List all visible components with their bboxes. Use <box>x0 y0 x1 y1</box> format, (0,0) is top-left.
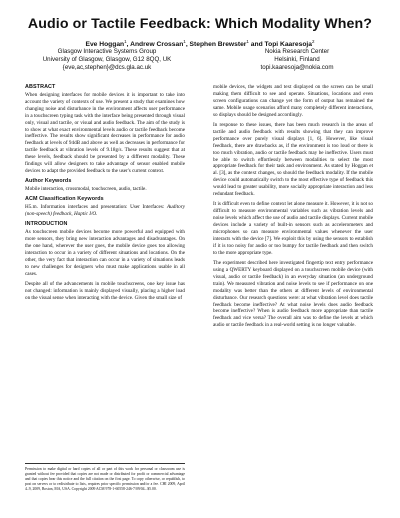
author-separator: , <box>185 41 190 49</box>
keywords-heading: Author Keywords <box>25 178 72 185</box>
acm-italic: Auditory (non-speech) feedback, Haptic I/O. <box>25 204 185 218</box>
author-name: Topi Kaaresoja <box>264 41 312 49</box>
body-paragraph-4: The experiment described here investigated fingertip text entry performance using a QWERTY keyboard displayed on a touchscreen mobile device (with visual, audio or tactile feedback) in an everyday situation (an underground train). We measured vibration and noise levels to see if performance on one modality was better than the others at different levels of environmental disturbance. Our research questions were: at what vibration level does tactile feedback become ineffective? At what noise levels does audio feedback become ineffective? When is audio feedback more appropriate than tactile feedback and vice versa? The overall aim was to define the levels at which audio or tactile feedback in a real-world setting is no longer valuable. <box>213 260 373 329</box>
affiliation-email: {eve,ac,stephen}@dcs.gla.ac.uk <box>62 63 152 71</box>
author-affiliation-mark: 1 <box>124 39 127 44</box>
author-list <box>0 39 400 48</box>
affiliation-glasgow <box>22 48 192 72</box>
paper-title: Audio or Tactile Feedback: Which Modality When? <box>27 16 373 32</box>
author-affiliation-mark: 1 <box>183 39 186 44</box>
author-name: Stephen Brewster <box>189 41 247 49</box>
affiliation-line: Glasgow Interactive Systems Group <box>57 48 157 55</box>
abstract-text: When designing interfaces for mobile devices it is important to take into account the variety of contexts of use. We present a study that examines how changing noise and disturbance in the environment affects user performance in a touchscreen typing task with the interface being presented through visual only, visual and tactile, or visual and audio feedback. The aim of the study is to show at what exact environmental levels audio or tactile feedback become ineffective. The results show significant decreases in performance for audio feedback at levels of 94dB and above as well as decreases in performance for tactile feedback at vibration levels of 9.18g/s. These results suggest that at these levels, feedback should be presented by a different modality. These findings will allow designers to take advantage of sensor enabled mobile devices to adapt the provided feedback to the user's current context. <box>25 91 185 175</box>
body-paragraph-1: mobile devices, the widgets and text displayed on the screen can be small making them difficult to see and operate. Situations, locations and even screen configurations can change yet the form of output has remained the same. Mobile usage scenarios afford many completely different interactions, so displays should be designed accordingly. <box>213 84 373 118</box>
author-separator: , <box>126 41 131 49</box>
affiliation-line: Nokia Research Center <box>264 48 330 55</box>
acm-plain: H5.m. Information interfaces and presentation: User Interfaces: <box>25 204 167 211</box>
left-column <box>25 84 185 305</box>
body-paragraph-3: It is difficult even to define context let alone measure it. However, it is not so difficult to measure environmental variables such as vibration levels and noise levels which affect the use of audio and tactile displays. Current mobile devices include a variety of built-in sensors such as accelerometers and microphones so can measure environmental values whenever the user interacts with the device [7]. We exploit this by using the sensors to establish if it is too noisy for audio or too bumpy for tactile feedback and then switch to the more appropriate type. <box>213 201 373 256</box>
keywords-text: Mobile interaction, crossmodal, touchscreen, audio, tactile. <box>25 186 147 193</box>
abstract-heading: ABSTRACT <box>25 84 56 90</box>
intro-paragraph-1: As touchscreen mobile devices become more powerful and equipped with more sensors, they bring new interaction advantages and disadvantages. On the one hand, wherever the user goes, the mobile device goes too allowing interaction to occur in a variety of different situations and locations. On the other, the very fact that interaction can occur in a variety of situations leads to new challenges for designers who must make applications usable in all cases. <box>25 229 185 277</box>
author-affiliation-mark: 1 <box>246 39 249 44</box>
author-name: Eve Hoggan <box>85 41 125 49</box>
affiliation-line: University of Glasgow, Glasgow, G12 8QQ, UK <box>42 55 172 63</box>
author-affiliation-mark: 2 <box>311 39 315 44</box>
affiliation-nokia <box>212 48 382 72</box>
acm-heading: ACM Classification Keywords <box>25 196 104 203</box>
author-separator: and <box>248 41 265 49</box>
right-column <box>213 84 373 333</box>
copyright-notice: Permission to make digital or hard copies of all or part of this work for personal or classroom use is granted without fee provided that copies are not made or distributed for profit or commercial advantage and that copies bear this notice and the full citation on the first page. To copy otherwise, or republish, to post on servers or to redistribute to lists, requires prior specific permission and/or a fee. CHI 2009, April 4–9, 2009, Boston, MA, USA. Copyright 2009 ACM 978-1-60558-246-7/09/04...$5.00. <box>25 463 185 492</box>
intro-paragraph-2: Despite all of the advancements in mobile touchscreens, one key issue has not changed: information is mainly displayed visually, placing a higher load on the visual sense when interacting with the device. Given the small size of <box>25 281 185 301</box>
intro-heading: INTRODUCTION <box>25 221 68 228</box>
affiliation-email: topi.kaaresoja@nokia.com <box>260 63 334 71</box>
author-name: Andrew Crossan <box>130 41 184 49</box>
acm-text <box>25 204 185 218</box>
body-paragraph-2: In response to these issues, there has been much research in the areas of tactile and audio feedback with results showing that they can improve performance over purely visual displays [1, 6]. However, like visual feedback, there are drawbacks as, if the environment is too loud or there is too much vibration, audio or tactile feedback may be ineffective. Users must be able to switch effortlessly between modalities to select the most appropriate feedback for their task and environment. As stated by Hoggan et al. [3], as the context changes, so should the feedback modality. If the mobile device could automatically switch to the most effective type of feedback this would lead to greater usability, more socially appropriate interaction and less redundant feedback. <box>213 121 373 198</box>
affiliation-line: Helsinki, Finland <box>274 55 320 63</box>
